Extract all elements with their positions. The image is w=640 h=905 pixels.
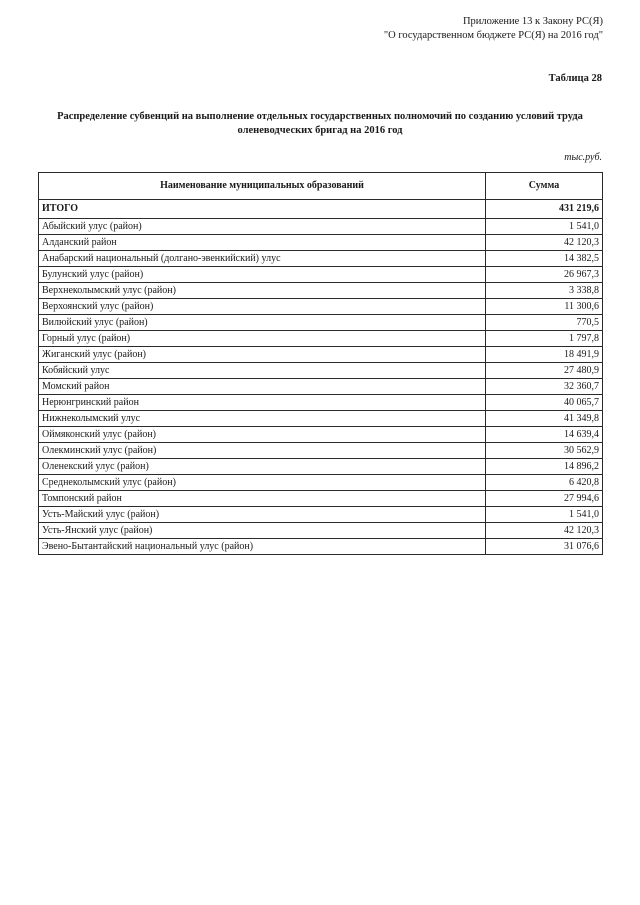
subsidy-amount: 14 896,2 [486, 459, 603, 475]
table-row [39, 491, 603, 507]
subsidy-amount: 1 797,8 [486, 331, 603, 347]
municipality-name: Усть-Янский улус (район) [39, 523, 486, 539]
municipality-name: Момский район [39, 379, 486, 395]
subsidy-amount: 32 360,7 [486, 379, 603, 395]
municipality-name: Абыйский улус (район) [39, 219, 486, 235]
subsidy-amount: 18 491,9 [486, 347, 603, 363]
table-row [39, 251, 603, 267]
table-row [39, 539, 603, 555]
municipality-name: Вилюйский улус (район) [39, 315, 486, 331]
table-row [39, 459, 603, 475]
subsidy-table [38, 172, 603, 555]
appendix-line-1: Приложение 13 к Закону РС(Я) [462, 16, 603, 27]
column-header-name: Наименование муниципальных образований [39, 173, 486, 200]
municipality-name: Анабарский национальный (долгано-эвенкийский) улус [39, 251, 486, 267]
municipality-name: Верхоянский улус (район) [39, 299, 486, 315]
municipality-name: Среднеколымский улус (район) [39, 475, 486, 491]
subsidy-amount: 6 420,8 [486, 475, 603, 491]
table-row [39, 523, 603, 539]
table-row [39, 363, 603, 379]
table-row [39, 235, 603, 251]
municipality-name: Кобяйский улус [39, 363, 486, 379]
municipality-name: Эвено-Бытантайский национальный улус (район) [39, 539, 486, 555]
table-row [39, 267, 603, 283]
subsidy-amount: 41 349,8 [486, 411, 603, 427]
municipality-name: Нерюнгринский район [39, 395, 486, 411]
total-amount: 431 219,6 [486, 200, 603, 219]
document-title [40, 110, 600, 138]
column-header-amount: Сумма [486, 173, 603, 200]
subsidy-amount: 11 300,6 [486, 299, 603, 315]
table-row [39, 347, 603, 363]
subsidy-amount: 770,5 [486, 315, 603, 331]
subsidy-amount: 3 338,8 [486, 283, 603, 299]
municipality-name: Нижнеколымский улус [39, 411, 486, 427]
municipality-name: Жиганский улус (район) [39, 347, 486, 363]
municipality-name: Усть-Майский улус (район) [39, 507, 486, 523]
municipality-name: Олекминский улус (район) [39, 443, 486, 459]
table-row [39, 331, 603, 347]
municipality-name: Оленекский улус (район) [39, 459, 486, 475]
table-row [39, 395, 603, 411]
municipality-name: Оймяконский улус (район) [39, 427, 486, 443]
subsidy-amount: 31 076,6 [486, 539, 603, 555]
table-row [39, 475, 603, 491]
title-line-1: Распределение субвенций на выполнение отдельных государственных полномочий по созданию условий труда [57, 111, 583, 122]
subsidy-amount: 27 480,9 [486, 363, 603, 379]
subsidy-amount: 14 639,4 [486, 427, 603, 443]
table-row [39, 507, 603, 523]
table-row [39, 315, 603, 331]
municipality-name: Верхнеколымский улус (район) [39, 283, 486, 299]
subsidy-amount: 42 120,3 [486, 523, 603, 539]
table-row [39, 379, 603, 395]
table-row [39, 443, 603, 459]
title-line-2: оленеводческих бригад на 2016 год [237, 125, 403, 136]
municipality-name: Томпонский район [39, 491, 486, 507]
appendix-reference [384, 15, 603, 43]
municipality-name: Булунский улус (район) [39, 267, 486, 283]
subsidy-amount: 1 541,0 [486, 219, 603, 235]
total-row [39, 200, 603, 219]
subsidy-amount: 1 541,0 [486, 507, 603, 523]
total-label: ИТОГО [39, 200, 486, 219]
municipality-name: Алданский район [39, 235, 486, 251]
table-row [39, 427, 603, 443]
table-row [39, 299, 603, 315]
units-label: тыс.руб. [564, 152, 602, 163]
subsidy-amount: 27 994,6 [486, 491, 603, 507]
appendix-line-2: "О государственном бюджете РС(Я) на 2016 год" [383, 30, 603, 41]
subsidy-amount: 40 065,7 [486, 395, 603, 411]
table-number: Таблица 28 [548, 73, 602, 84]
subsidy-amount: 26 967,3 [486, 267, 603, 283]
municipality-name: Горный улус (район) [39, 331, 486, 347]
table-row [39, 411, 603, 427]
table-row [39, 283, 603, 299]
subsidy-amount: 30 562,9 [486, 443, 603, 459]
table-row [39, 219, 603, 235]
subsidy-amount: 14 382,5 [486, 251, 603, 267]
subsidy-amount: 42 120,3 [486, 235, 603, 251]
table-header-row [39, 173, 603, 200]
